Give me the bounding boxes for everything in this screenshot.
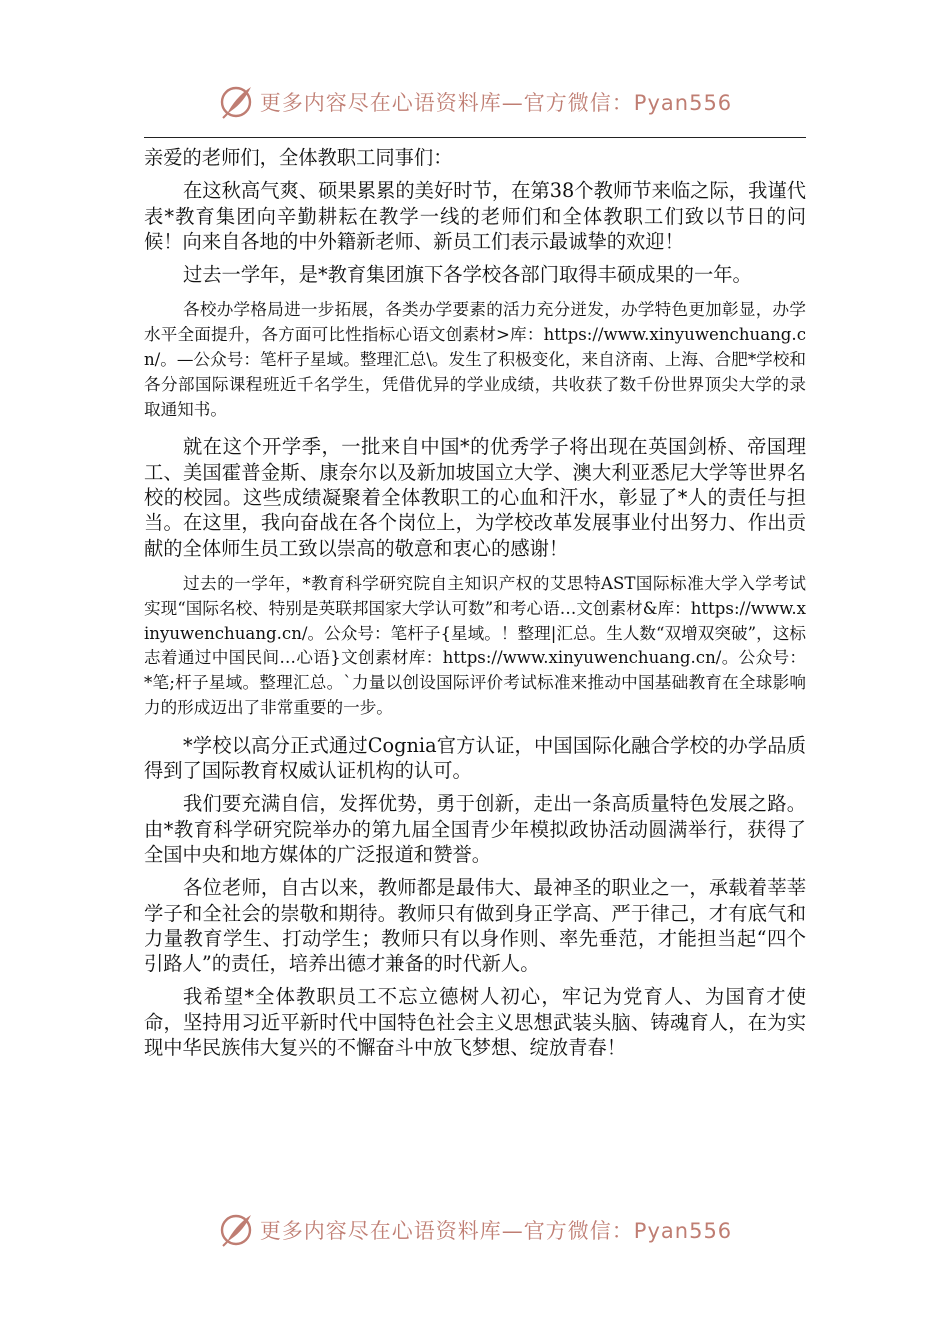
salutation: 亲爱的老师们，全体教职工同事们： <box>144 146 453 169</box>
paragraph-7: 我们要充满自信，发挥优势，勇于创新，走出一条高质量特色发展之路。由*教育科学研究院举办的第九届全国青少年模拟政协活动圆满举行，获得了全国中央和地方媒体的广泛报道和赞誉。 <box>144 792 806 866</box>
paragraph-1: 在这秋高气爽、硕果累累的美好时节，在第38个教师节来临之际，我谨代表*教育集团向辛勤耕耘在教学一线的老师们和全体教职工们致以节日的问候！向来自各地的中外籍新老师、新员工们表示最诚挚的欢迎！ <box>144 179 806 253</box>
paragraph-9: 我希望*全体教职员工不忘立德树人初心，牢记为党育人、为国育才使命，坚持用习近平新时代中国特色社会主义思想武装头脑、铸魂育人，在为实现中华民族伟大复兴的不懈奋斗中放飞梦想、绽放青春！ <box>144 985 806 1059</box>
pen-feather-icon <box>218 1212 254 1248</box>
paragraph-4: 就在这个开学季，一批来自中国*的优秀学子将出现在英国剑桥、帝国理工、美国霍普金斯、康奈尔以及新加坡国立大学、澳大利亚悉尼大学等世界名校的校园。这些成绩凝聚着全体教职工的心血和汗水，彰显了*人的责任与担当。在这里，我向奋战在各个岗位上，为学校改革发展事业付出努力、作出贡献的全体师生员工致以崇高的敬意和衷心的感谢！ <box>144 435 806 560</box>
letter-body <box>144 145 806 1060</box>
paragraph-3: 各校办学格局进一步拓展，各类办学要素的活力充分迸发，办学特色更加彰显，办学水平全面提升，各方面可比性指标心语文创素材>库：https://www.xinyuwenchuang.cn/。—公众号：笔杆子星域。整理汇总\。发生了积极变化，来自济南、上海、合肥*学校和各分部国际课程班近千名学生，凭借优异的学业成绩，共收获了数千份世界顶尖大学的录取通知书。 <box>144 300 806 419</box>
header-banner-text: 更多内容尽在心语资料库—官方微信：Pyan556 <box>259 91 733 115</box>
footer-banner <box>0 1210 950 1250</box>
pen-feather-icon <box>218 84 254 120</box>
paragraph-8: 各位老师，自古以来，教师都是最伟大、最神圣的职业之一，承载着莘莘学子和全社会的崇敬和期待。教师只有做到身正学高、严于律己，才有底气和力量教育学生、打动学生；教师只有以身作则、率先垂范，才能担当起“四个引路人”的责任，培养出德才兼备的时代新人。 <box>144 876 806 976</box>
footer-banner-text: 更多内容尽在心语资料库—官方微信：Pyan556 <box>259 1219 733 1243</box>
paragraph-2: 过去一学年，是*教育集团旗下各学校各部门取得丰硕成果的一年。 <box>183 263 752 287</box>
header-banner <box>0 82 950 122</box>
paragraph-6: *学校以高分正式通过Cognia官方认证，中国国际化融合学校的办学品质得到了国际教育权威认证机构的认可。 <box>144 733 806 783</box>
paragraph-5: 过去的一学年，*教育科学研究院自主知识产权的艾思特AST国际标准大学入学考试实现“国际名校、特别是英联邦国家大学认可数”和考心语…文创素材&库：https://www.xinyuwenchuang.cn/。公众号：笔杆子{星域。！整理|汇总。生人数“双增双突破”，这标志着通过中国民间…心语}文创素材库：https://www.xinyuwenchuang.cn/。公众号：*笔;杆子星域。整理汇总。`力量以创设国际评价考试标准来推动中国基础教育在全球影响力的形成迈出了非常重要的一步。 <box>144 573 806 717</box>
header-divider <box>144 137 806 138</box>
